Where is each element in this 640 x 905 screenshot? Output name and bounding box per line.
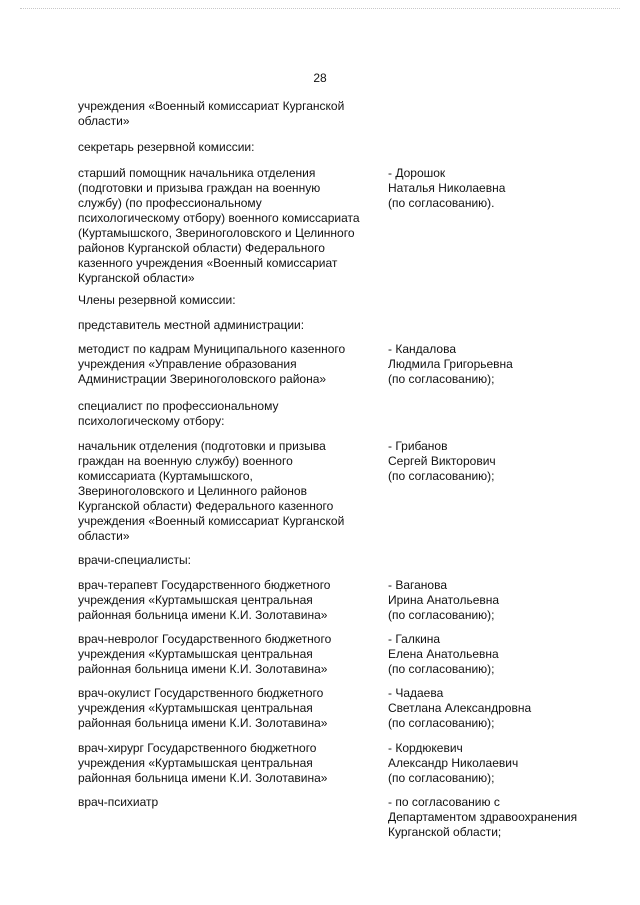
block-left-text: врачи-специалисты: bbox=[78, 553, 191, 567]
member-position: врач-невролог Государственного бюджетного учреждения «Куртамышская центральная районная больница имени К.И. Золотавина» bbox=[78, 632, 332, 676]
member-name: - Грибанов Сергей Викторович (по согласованию); bbox=[388, 439, 496, 483]
member-position: врач-окулист Государственного бюджетного учреждения «Куртамышская центральная районная больница имени К.И. Золотавина» bbox=[78, 686, 328, 730]
member-name: - Ваганова Ирина Анатольевна (по согласованию); bbox=[388, 578, 500, 622]
member-name: - Кандалова Людмила Григорьевна (по согласованию); bbox=[388, 342, 513, 386]
member-position: врач-терапевт Государственного бюджетного учреждения «Куртамышская центральная районная больница имени К.И. Золотавина» bbox=[78, 578, 331, 622]
scan-top-edge bbox=[20, 8, 620, 11]
text-block-6 bbox=[0, 399, 300, 429]
block-left-text: Члены резервной комиссии: bbox=[78, 293, 236, 307]
block-left-text: представитель местной администрации: bbox=[78, 318, 305, 332]
member-name: - Дорошок Наталья Николаевна (по согласованию). bbox=[388, 166, 506, 210]
text-block-1 bbox=[0, 140, 300, 155]
member-name: - Галкина Елена Анатольевна (по согласованию); bbox=[388, 632, 499, 676]
member-name: - Чадаева Светлана Александровна (по согласованию); bbox=[388, 686, 532, 730]
text-block-4 bbox=[0, 318, 305, 333]
member-position: старший помощник начальника отделения (подготовки и призыва граждан на военную службу) (по профессиональному психологическому отбору) военного комиссариата (Куртамышского, Звериноголовского и Целинного районов Курганской области) Федерального казенного учреждения «Военный комиссариат Курганской области» bbox=[78, 166, 360, 285]
block-left-text: учреждения «Военный комиссариат Курганской области» bbox=[78, 99, 345, 128]
member-position: врач-хирург Государственного бюджетного учреждения «Куртамышская центральная районная больница имени К.И. Золотавина» bbox=[78, 741, 328, 785]
text-block-0 bbox=[0, 99, 345, 129]
text-block-3 bbox=[0, 293, 300, 308]
member-position: методист по кадрам Муниципального казенного учреждения «Управление образования Администрации Звериноголовского района» bbox=[78, 342, 346, 386]
page-number: 28 bbox=[313, 71, 327, 85]
member-name: - Кордюкевич Александр Николаевич (по согласованию); bbox=[388, 741, 519, 785]
member-name: - по согласованию с Департаментом здравоохранения Курганской области; bbox=[388, 795, 578, 839]
block-left-text: специалист по профессиональному психологическому отбору: bbox=[78, 399, 279, 428]
member-position: начальник отделения (подготовки и призыва граждан на военную службу) военного комиссариата (Куртамышского, Звериноголовского и Целинного районов Курганской области) Федерального казенного учреждения «Военный комиссариат Курганской области» bbox=[78, 439, 345, 543]
block-left-text: секретарь резервной комиссии: bbox=[78, 140, 255, 154]
member-position: врач-психиатр bbox=[78, 795, 159, 809]
text-block-8 bbox=[0, 553, 300, 568]
